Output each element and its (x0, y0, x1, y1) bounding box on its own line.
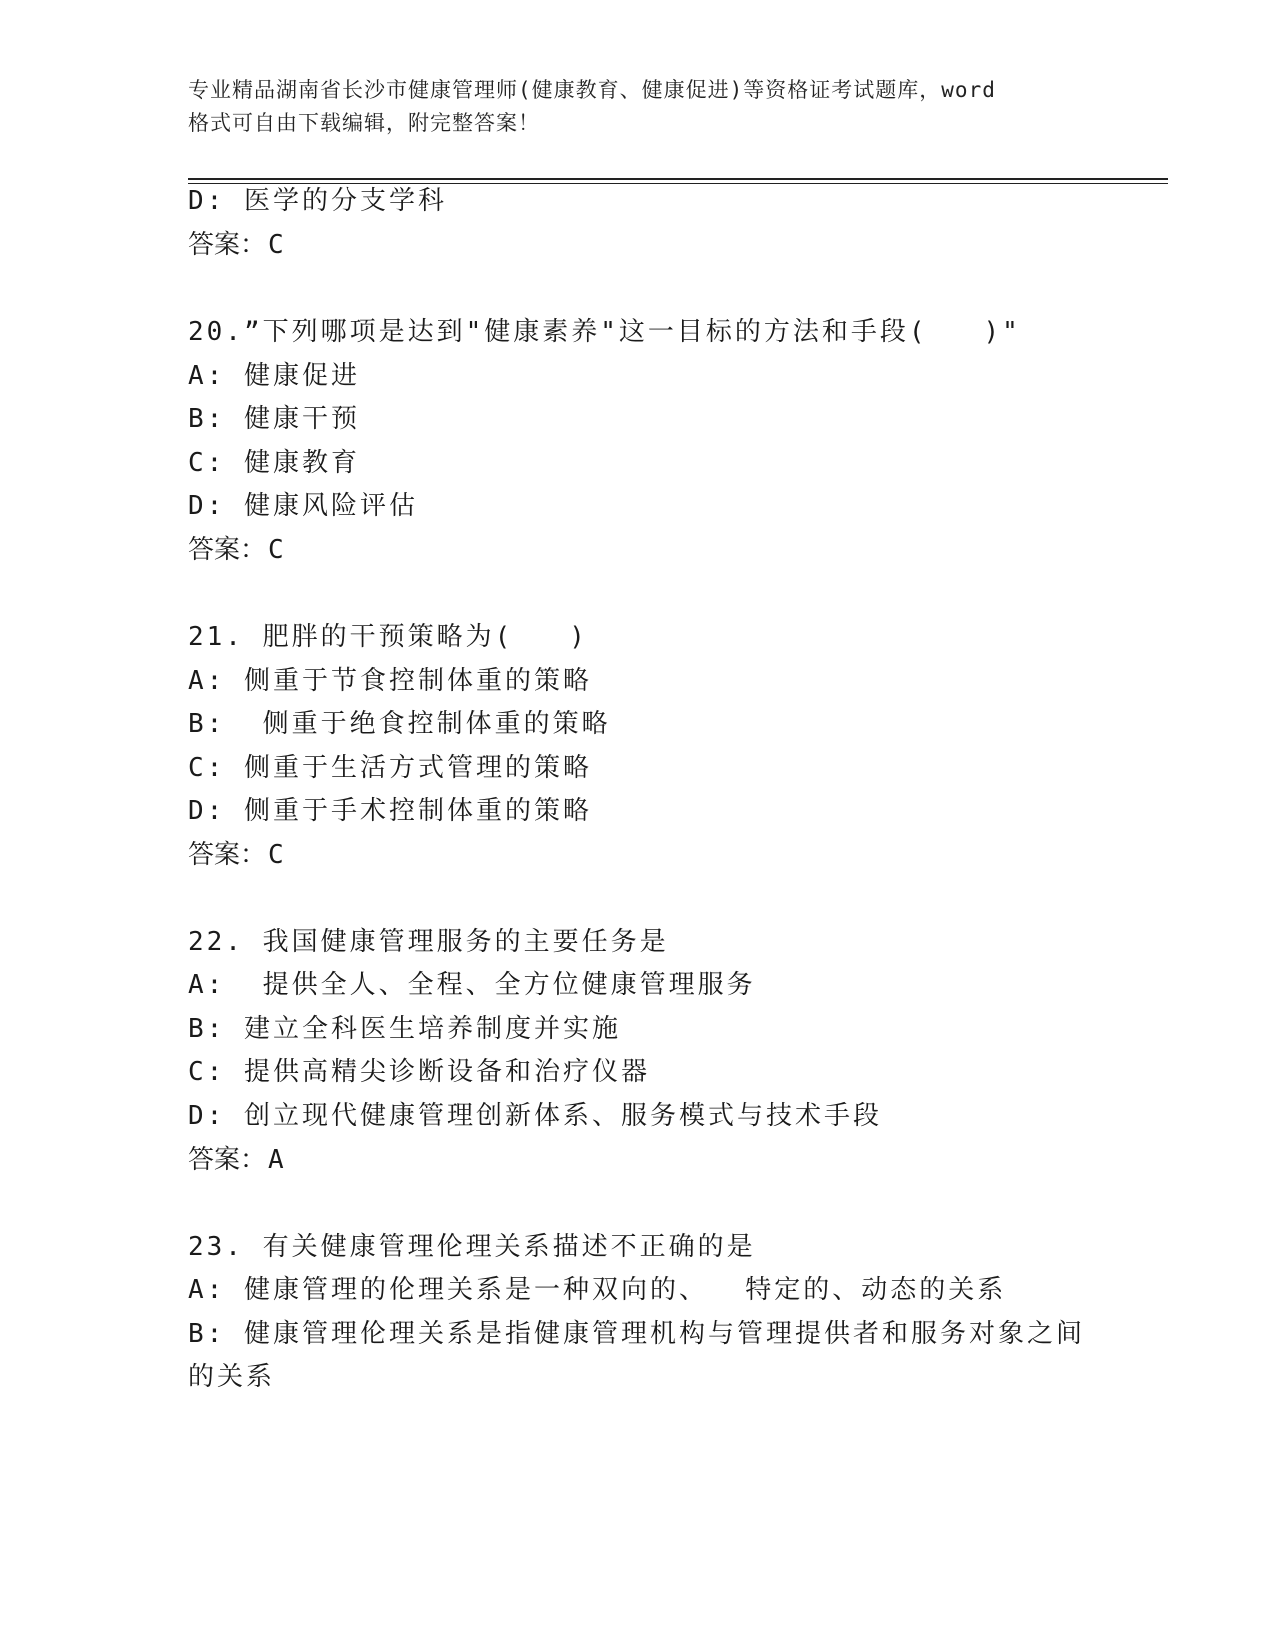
header-divider-thick (188, 178, 1168, 180)
question-stem: 21. 肥胖的干预策略为( ) (188, 622, 588, 652)
question-stem: 23. 有关健康管理伦理关系描述不正确的是 (188, 1232, 756, 1262)
option-d: D: 创立现代健康管理创新体系、服务模式与技术手段 (188, 1101, 882, 1131)
option-b: B: 侧重于绝食控制体重的策略 (188, 709, 611, 739)
option-a: A: 健康管理的伦理关系是一种双向的、 特定的、动态的关系 (188, 1275, 1007, 1305)
option-a: A: 提供全人、全程、全方位健康管理服务 (188, 970, 756, 1000)
option-b-continuation: 的关系 (188, 1362, 276, 1392)
answer-line (188, 838, 284, 872)
answer-label: 答案： (188, 1145, 267, 1175)
answer-label: 答案： (188, 535, 267, 565)
answer-value: A (268, 1145, 284, 1175)
document-header (188, 74, 1088, 140)
option-d: D: 侧重于手术控制体重的策略 (188, 796, 592, 826)
answer-line (188, 533, 284, 567)
option-d: D: 医学的分支学科 (188, 186, 447, 216)
option-d: D: 健康风险评估 (188, 491, 418, 521)
question-stem: 20.”下列哪项是达到"健康素养"这一目标的方法和手段( )" (188, 317, 1021, 347)
answer-value: C (268, 230, 284, 260)
option-b: B: 建立全科医生培养制度并实施 (188, 1014, 621, 1044)
header-line-1: 专业精品湖南省长沙市健康管理师(健康教育、健康促进)等资格证考试题库，word (188, 78, 996, 102)
question-stem: 22. 我国健康管理服务的主要任务是 (188, 927, 669, 957)
answer-line (188, 1143, 284, 1177)
option-b: B: 健康干预 (188, 404, 360, 434)
header-line-2: 格式可自由下载编辑，附完整答案！ (188, 111, 540, 135)
option-c: C: 健康教育 (188, 448, 360, 478)
option-c: C: 提供高精尖诊断设备和治疗仪器 (188, 1057, 650, 1087)
option-b: B: 健康管理伦理关系是指健康管理机构与管理提供者和服务对象之间 (188, 1319, 1085, 1349)
option-c: C: 侧重于生活方式管理的策略 (188, 753, 592, 783)
option-a: A: 健康促进 (188, 361, 360, 391)
answer-value: C (268, 535, 284, 565)
option-a: A: 侧重于节食控制体重的策略 (188, 666, 592, 696)
answer-label: 答案： (188, 840, 267, 870)
answer-line (188, 228, 284, 262)
answer-label: 答案： (188, 230, 267, 260)
answer-value: C (268, 840, 284, 870)
